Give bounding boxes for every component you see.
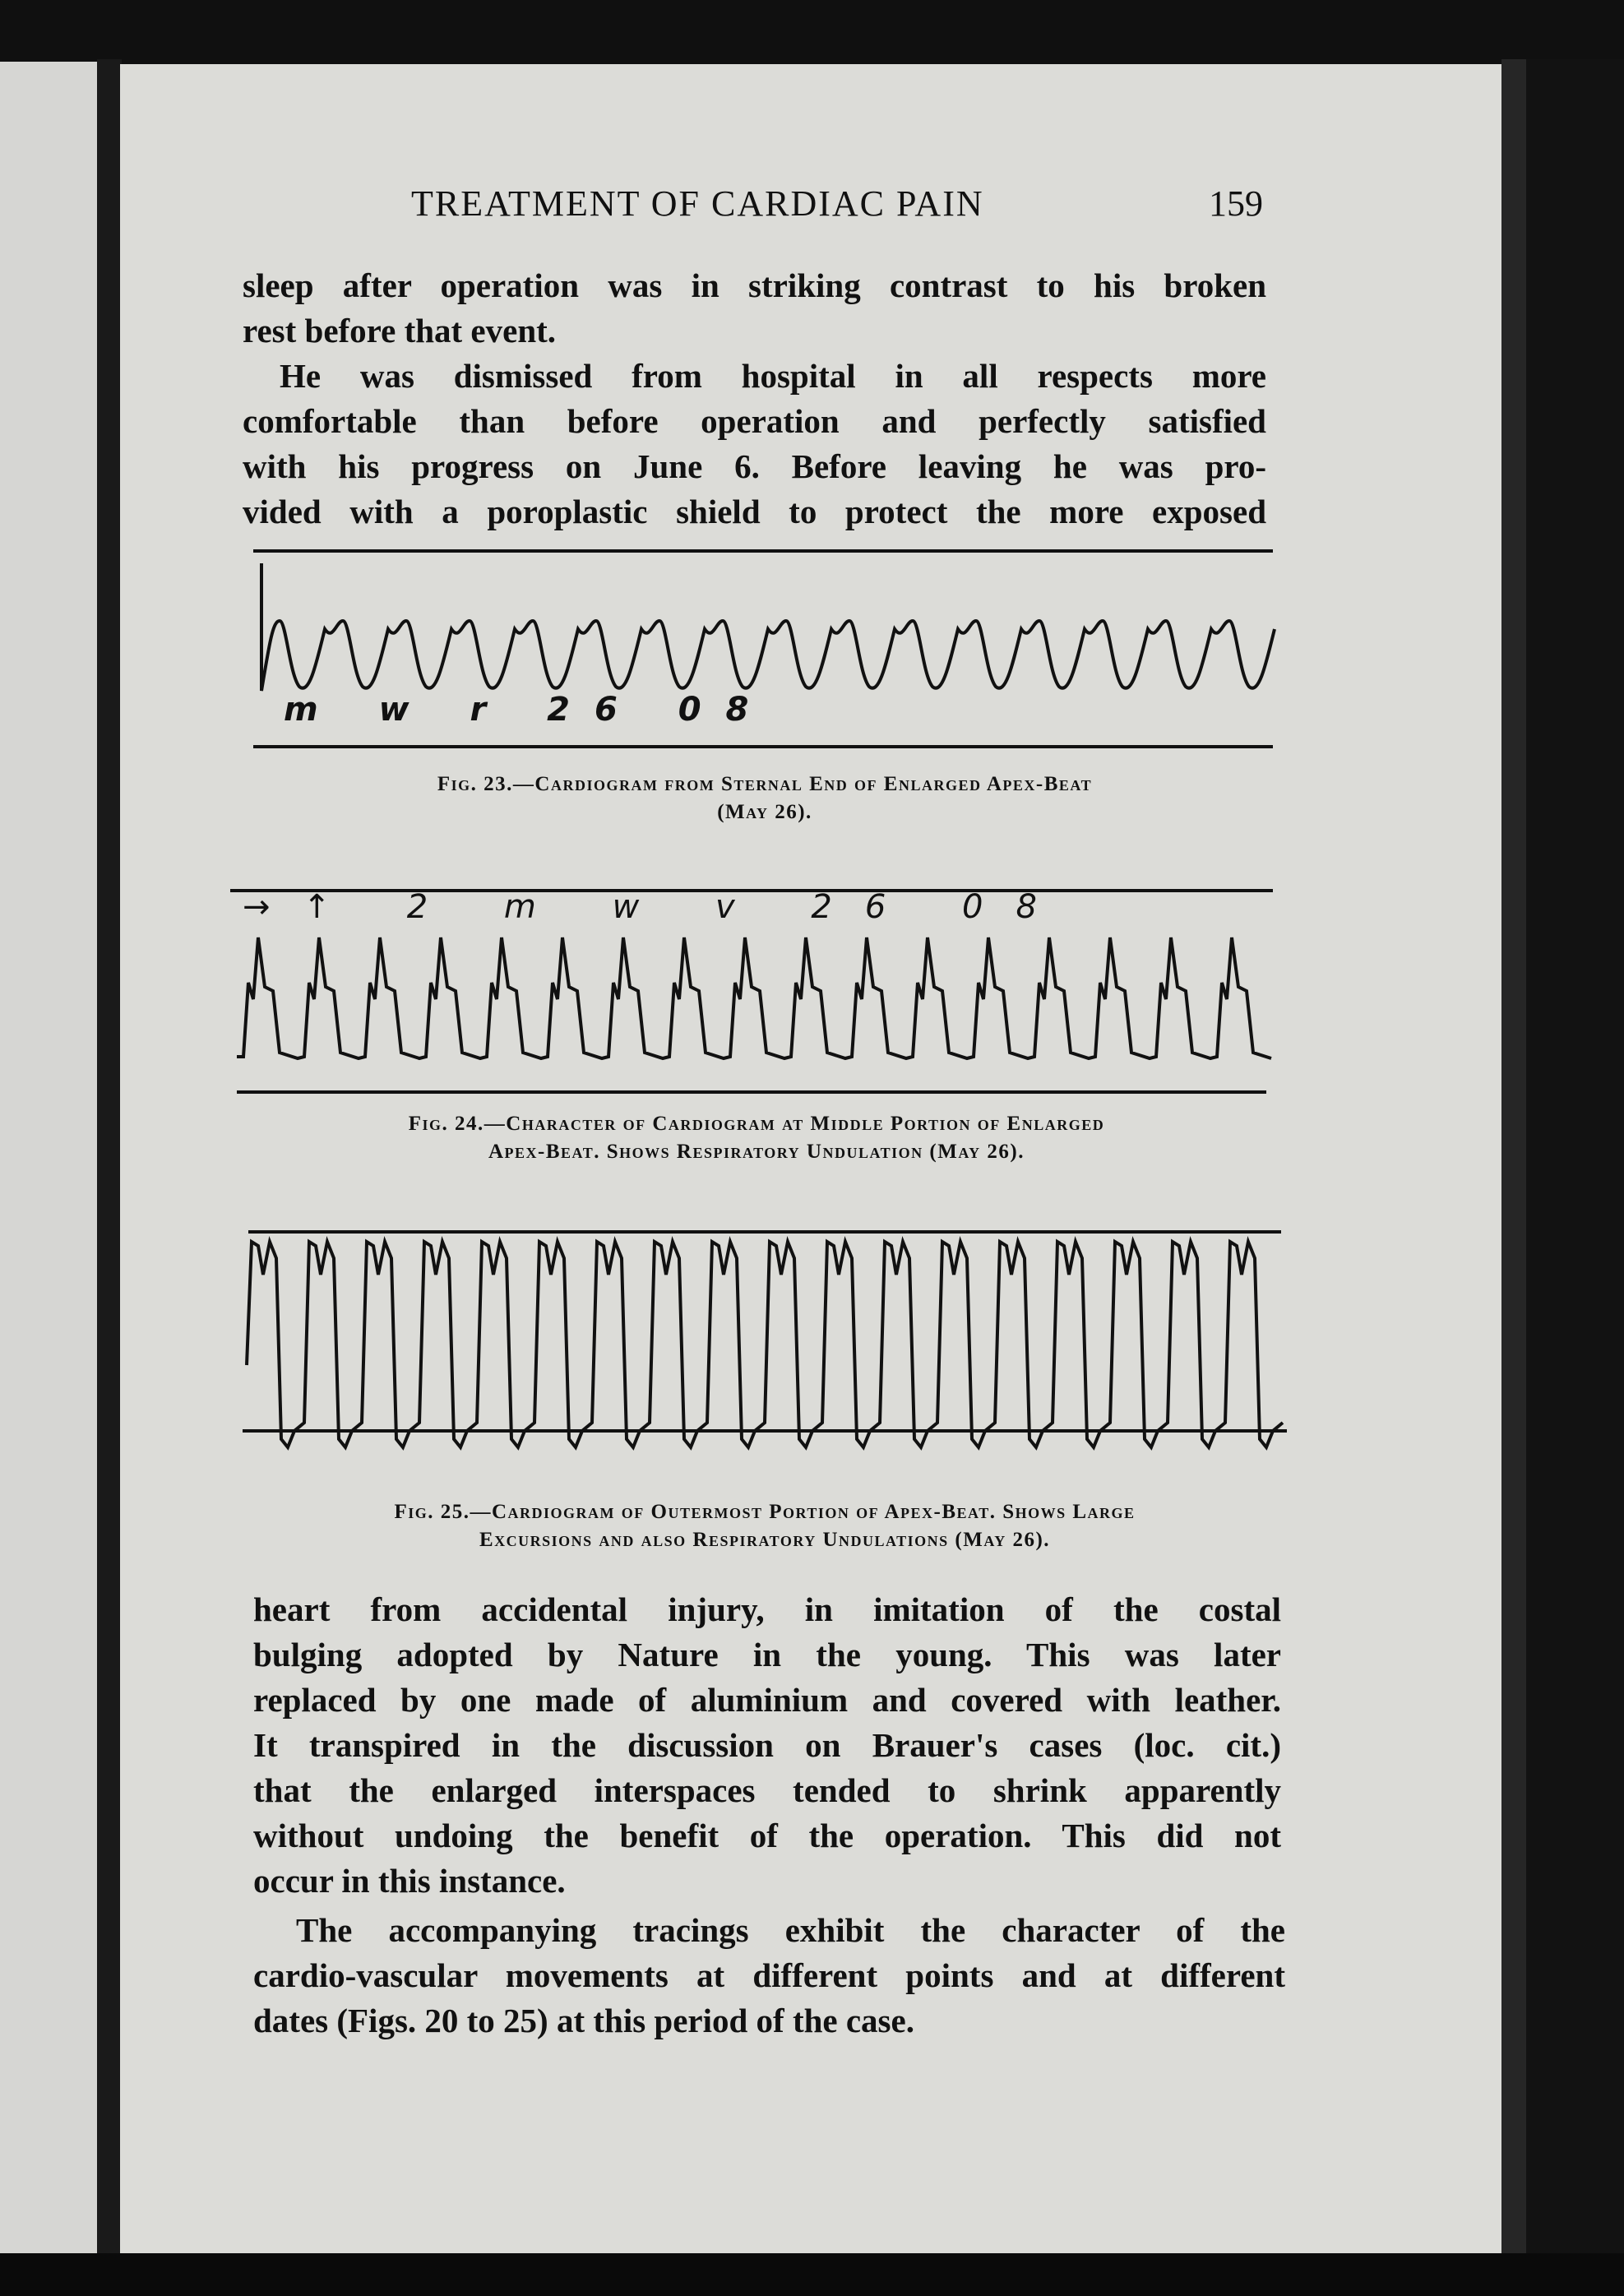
figure-25-caption [234,1498,1295,1554]
text-line: dates (Figs. 20 to 25) at this period of the case. [253,2002,914,2039]
page-number: 159 [1209,183,1263,224]
figure-23-caption [247,771,1283,826]
caption-line: Fig. 24.—Character of Cardiogram at Middle Portion of Enlarged [408,1113,1105,1135]
text-line: replaced by one made of aluminium and covered with leather. [253,1681,1281,1719]
running-title: TREATMENT OF CARDIAC PAIN [411,183,984,224]
scan-border-top [0,0,1624,66]
paragraph-2 [243,354,1266,535]
page-edge-shadow [1501,59,1526,2263]
caption-line: (May 26). [717,801,812,823]
book-gutter [97,59,122,2263]
text-line: comfortable than before operation and perfectly satisfied [243,402,1266,440]
figure-24-caption [230,1110,1283,1166]
text-line: The accompanying tracings exhibit the character of the [296,1911,1285,1949]
text-line: rest before that event. [243,312,557,349]
caption-line: Excursions and also Respiratory Undulations (May 26). [479,1529,1051,1551]
figure-23-handwriting: m w r 26 08 [284,691,774,729]
text-line: occur in this instance. [253,1862,566,1900]
caption-line: Fig. 25.—Cardiogram of Outermost Portion of Apex-Beat. Shows Large [394,1501,1136,1523]
text-line: It transpired in the discussion on Brauer's cases (loc. cit.) [253,1726,1281,1764]
text-line: that the enlarged interspaces tended to shrink apparently [253,1771,1281,1809]
text-line: heart from accidental injury, in imitation of the costal [253,1590,1281,1628]
text-line: with his progress on June 6. Before leaving he was pro- [243,447,1266,485]
text-line: He was dismissed from hospital in all respects more [280,357,1266,395]
text-line: bulging adopted by Nature in the young. This was later [253,1636,1281,1673]
left-page-edge [0,62,97,2257]
figure-25-tracing [238,1209,1291,1480]
caption-line: Fig. 23.—Cardiogram from Sternal End of Enlarged Apex-Beat [437,773,1093,795]
paragraph-4 [253,1908,1285,2044]
text-line: without undoing the benefit of the operation. This did not [253,1817,1281,1854]
paragraph-3 [253,1587,1281,1904]
paragraph-1 [243,263,1266,354]
scan-border-bottom [0,2253,1624,2296]
text-line: cardio-vascular movements at different points and at different [253,1956,1285,1994]
caption-line: Apex-Beat. Shows Respiratory Undulation (May 26). [488,1141,1025,1163]
scan-border-right [1526,59,1624,2263]
figure-24-handwriting: →↑ 2 m w v 26 08 [243,888,1070,926]
text-line: sleep after operation was in striking contrast to his broken [243,266,1266,304]
text-line: vided with a poroplastic shield to protect the more exposed [243,493,1266,530]
